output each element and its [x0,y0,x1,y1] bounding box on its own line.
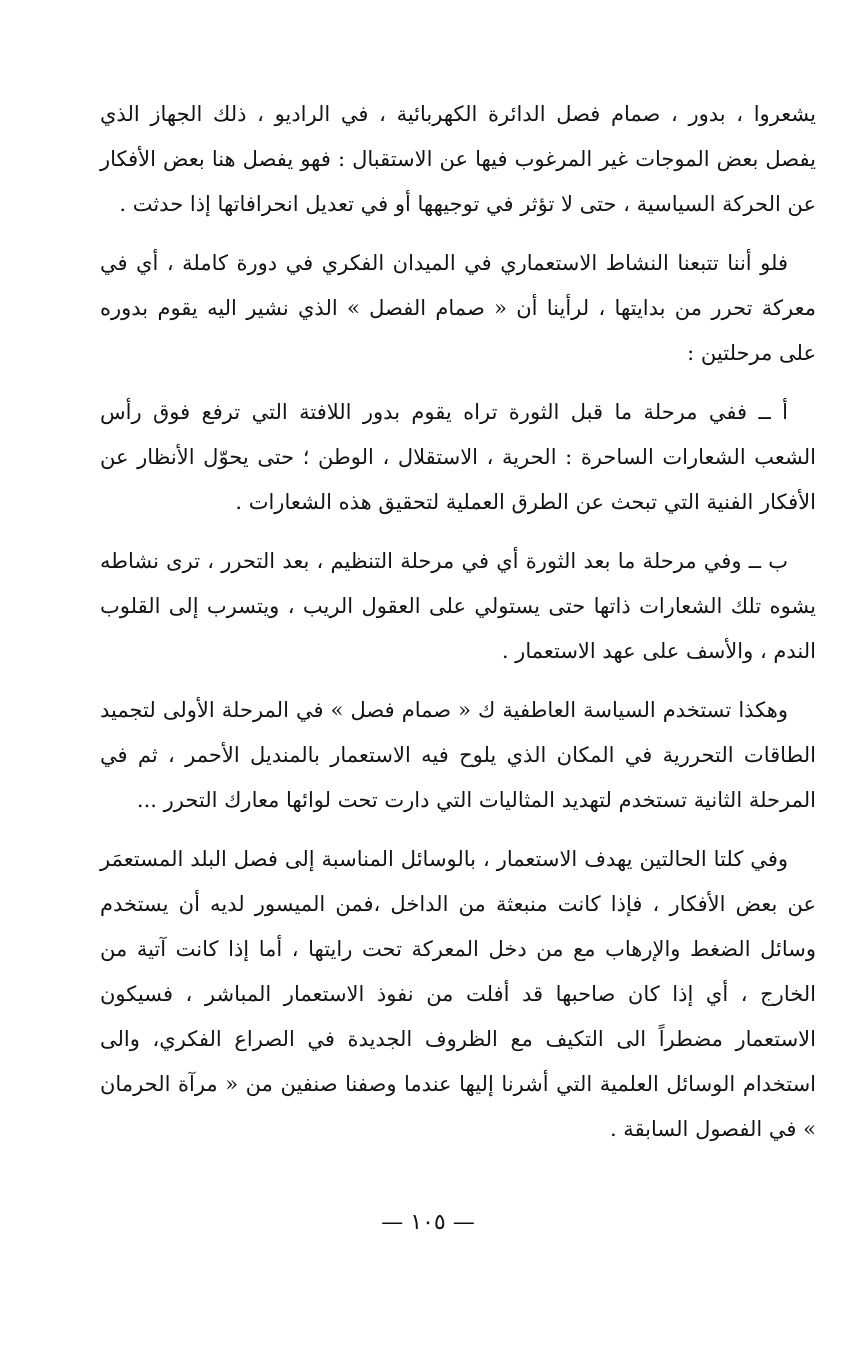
paragraph-summary: وهكذا تستخدم السياسة العاطفية ك « صمام فصل » في المرحلة الأولى لتجميد الطاقات التحررية في المكان الذي يلوح فيه الاستعمار بالمنديل الأحمر ، ثم في المرحلة الثانية تستخدم لتهديد المثاليات التي دارت تحت لوائها معارك التحرر ... [100,698,816,812]
paragraph-item-a: أ ــ ففي مرحلة ما قبل الثورة تراه يقوم بدور اللافتة التي ترفع فوق رأس الشعب الشعارات الساحرة : الحرية ، الاستقلال ، الوطن ؛ حتى يحوّل الأنظار عن الأفكار الفنية التي تبحث عن الطرق العملية لتحقيق هذه الشعارات . [100,400,816,514]
page-number: — ١٠٥ — [381,1210,475,1235]
paragraph-continuation: يشعروا ، بدور ، صمام فصل الدائرة الكهربائية ، في الراديو ، ذلك الجهاز الذي يفصل بعض الموجات غير المرغوب فيها عن الاستقبال : فهو يفصل هنا بعض الأفكار عن الحركة السياسية ، حتى لا تؤثر في توجيهها أو في تعديل انحرافاتها إذا حدثت . [100,102,816,216]
paragraph-conclusion: وفي كلتا الحالتين يهدف الاستعمار ، بالوسائل المناسبة إلى فصل البلد المستعمَر عن بعض الأفكار ، فإذا كانت منبعثة من الداخل ،فمن الميسور لديه أن يستخدم وسائل الضغط والإرهاب مع من دخل المعركة تحت رايتها ، أما إذا كانت آتية من الخارج ، أي إذا كان صاحبها قد أفلت من نفوذ الاستعمار المباشر ، فسيكون الاستعمار مضطراً الى التكيف مع الظروف الجديدة في الصراع الفكري، والى استخدام الوسائل العلمية التي أشرنا إليها عندما وصفنا صنفين من « مرآة الحرمان » في الفصول السابقة . [100,847,816,1141]
body-text [100,92,816,1166]
paragraph-item-b: ب ــ وفي مرحلة ما بعد الثورة أي في مرحلة التنظيم ، بعد التحرر ، ترى نشاطه يشوه تلك الشعارات ذاتها حتى يستولي على العقول الريب ، ويتسرب إلى القلوب الندم ، والأسف على عهد الاستعمار . [100,549,816,663]
paragraph-intro: فلو أننا تتبعنا النشاط الاستعماري في الميدان الفكري في دورة كاملة ، أي في معركة تحرر من بدايتها ، لرأينا أن « صمام الفصل » الذي نشير اليه يقوم بدوره على مرحلتين : [100,251,816,365]
